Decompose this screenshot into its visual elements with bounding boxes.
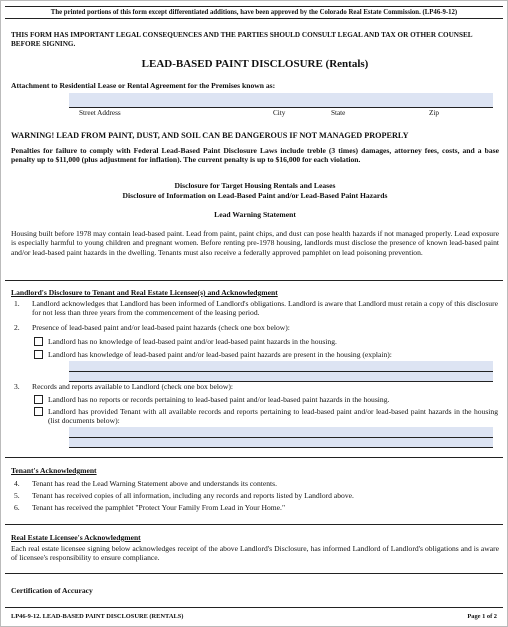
no-records-label: Landlord has no reports or records pertaining to lead-based paint and/or lead-based paint hazards in the housing.: [48, 395, 390, 404]
licensee-heading: Real Estate Licensee's Acknowledgment: [11, 533, 141, 542]
tenant-item-5-text: Tenant has received copies of all information, including any records and reports listed by Landlord above.: [32, 491, 354, 500]
city-label: City: [273, 109, 286, 117]
penalties-text: Penalties for failure to comply with Federal Lead-Based Paint Disclosure Laws include treble (3 times) damages, attorney fees, costs, and a base penalty up to $11,000 (plus adjustment for inflation). The current penalty is up to $16,000 for each violation.: [11, 146, 499, 165]
landlord-item-2-text: Presence of lead-based paint and/or lead-based paint hazards (check one box below):: [32, 323, 290, 332]
attachment-label: Attachment to Residential Lease or Rental Agreement for the Premises known as:: [11, 81, 276, 90]
landlord-heading: Landlord's Disclosure to Tenant and Real Estate Licensee(s) and Acknowledgment: [11, 288, 278, 297]
no-records-checkbox[interactable]: [34, 395, 43, 404]
state-label: State: [331, 109, 346, 117]
certification-heading: Certification of Accuracy: [11, 586, 93, 595]
tenant-item-4-text: Tenant has read the Lead Warning Statement above and understands its contents.: [32, 479, 278, 488]
premises-address-field[interactable]: [69, 93, 493, 107]
section-divider: [5, 524, 503, 525]
disclosure-title-1: Disclosure for Target Housing Rentals and Leases: [174, 181, 336, 190]
tenant-item-4-num: 4.: [14, 479, 20, 488]
tenant-item-6-num: 6.: [14, 503, 20, 512]
has-knowledge-label: Landlord has knowledge of lead-based paint and/or lead-based paint hazards are present in the housing (explain):: [48, 350, 392, 359]
records-item-text: Records and reports available to Landlord (check one box below):: [32, 382, 233, 391]
landlord-item-1-text: Landlord acknowledges that Landlord has been informed of Landlord's obligations. Landlord is aware that Landlord must retain a copy of this disclosure for not less than three years from the commencement of the leasing period.: [32, 299, 498, 318]
section-divider: [5, 573, 503, 574]
tenant-heading: Tenant's Acknowledgment: [11, 466, 97, 475]
street-address-label: Street Address: [79, 109, 121, 117]
header-notice: The printed portions of this form except differentiated additions, have been approved by the Colorado Real Estate Commission. (LP46-9-12): [5, 6, 503, 19]
warning-heading: WARNING! LEAD FROM PAINT, DUST, AND SOIL CAN BE DANGEROUS IF NOT MANAGED PROPERLY: [11, 131, 409, 140]
landlord-item-1-num: 1.: [14, 299, 20, 308]
licensee-text: Each real estate licensee signing below acknowledges receipt of the above Landlord's Disclosure, has informed Landlord of Landlord's obligations and is aware of licensee's responsibility to ensure compliance.: [11, 544, 499, 563]
records-item-num: 3.: [14, 382, 20, 391]
tenant-item-6-text: Tenant has received the pamphlet "Protect Your Family From Lead in Your Home.": [32, 503, 286, 512]
section-divider: [5, 457, 503, 458]
no-knowledge-label: Landlord has no knowledge of lead-based paint and/or lead-based paint hazards in the housing.: [48, 337, 337, 346]
footer-form-id: LP46-9-12. LEAD-BASED PAINT DISCLOSURE (RENTALS): [11, 613, 184, 620]
disclosure-title-2: Disclosure of Information on Lead-Based Paint and/or Lead-Based Paint Hazards: [122, 191, 388, 200]
landlord-item-2-num: 2.: [14, 323, 20, 332]
tenant-item-5-num: 5.: [14, 491, 20, 500]
provided-records-label: Landlord has provided Tenant with all available records and reports pertaining to lead-based paint and/or lead-based paint hazards in the housing (list documents below):: [48, 407, 498, 426]
has-knowledge-checkbox[interactable]: [34, 350, 43, 359]
no-knowledge-checkbox[interactable]: [34, 337, 43, 346]
legal-notice: THIS FORM HAS IMPORTANT LEGAL CONSEQUENCES AND THE PARTIES SHOULD CONSULT LEGAL AND TAX OR OTHER COUNSEL BEFORE SIGNING.: [11, 31, 473, 48]
lead-warning-heading: Lead Warning Statement: [214, 210, 296, 219]
zip-label: Zip: [429, 109, 439, 117]
provided-records-checkbox[interactable]: [34, 407, 43, 416]
page-title: LEAD-BASED PAINT DISCLOSURE (Rentals): [141, 58, 369, 70]
lead-warning-text: Housing built before 1978 may contain lead-based paint. Lead from paint, paint chips, and dust can pose health hazards if not managed properly. Lead exposure is especially harmful to young children and pregnant women. Before renting pre-1978 housing, landlords must disclose the presence of known lead-based paint and/or lead-based paint hazards in the dwelling. Tenants must also receive a federally approved pamphlet on lead poisoning prevention.: [11, 229, 499, 257]
section-divider: [5, 280, 503, 281]
footer-page-number: Page 1 of 2: [467, 613, 497, 620]
